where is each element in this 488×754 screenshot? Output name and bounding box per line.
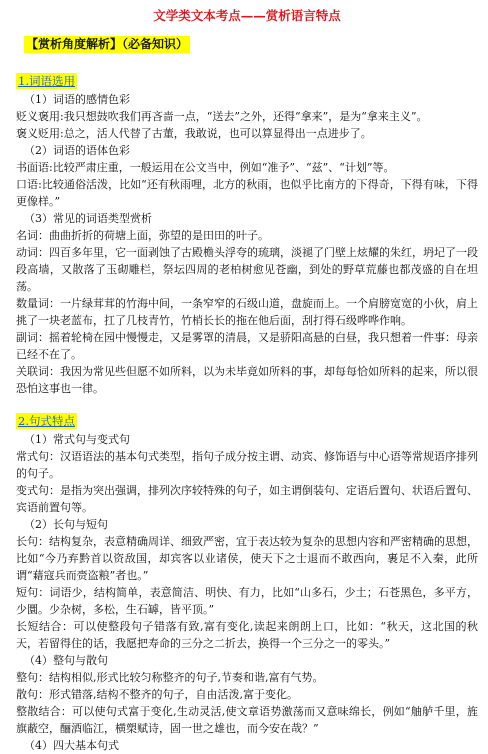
section2-para-4: 短句：词语少，结构简单，表意简洁、明快、有力，比如“山多石，少土；石苍黑色，多平方，少圜。少杂树，多松，生石罅，皆平顶。” [16,586,478,616]
document-title: 文学类文本考点——赏析语言特点 [153,8,341,23]
section2-para-1: 常式句：汉语语法的基本句式类型，指句子成分按主谓、动宾、修饰语与中心语等常规语序排列的句子。 [16,450,478,480]
section2-heading-row [16,413,478,430]
section2-sub3: （4）整句与散句 [24,654,108,667]
section1-sub1: （1）词语的感情色彩 [24,93,130,106]
section2-para-5: 长短结合：可以使整段句子错落有致,富有变化,读起来朗朗上口，比如：“秋天，这北国的秋天，若留得住的话，我愿把寿命的三分之二折去，换得一个三分之一的零头。” [16,620,478,650]
section2-para-6: 整句：结构相似,形式比较匀称整齐的句子,节奏和谐,富有气势。 [16,671,324,684]
section2-para-7: 散句：形式错落,结构不整齐的句子，自由活泼,富于变化。 [16,688,298,701]
section1-heading: 1.词语选用 [18,74,75,88]
section1-para-8: 副词：摇着轮椅在园中慢慢走，又是雾罩的清晨，又是骄阳高悬的白昼，我只想着一件事：母亲已经不在了。 [16,331,478,361]
section2-para-2: 变式句：是指为突出强调，排列次序较特殊的句子，如主谓倒装句、定语后置句、状语后置句、宾语前置句等。 [16,484,478,514]
section-banner: 【赏析角度解析】（必备知识） [26,37,189,51]
section1-para-3: 书面语:比较严肃庄重，一般运用在公文当中，例如“准予”、“兹”、“计划”等。 [16,161,395,174]
section2-sub2: （2）长句与短句 [24,518,108,531]
section2-heading: 2.句式特点 [18,414,75,428]
section1-para-1: 贬义褒用:我只想鼓吹我们再吝啬一点，“送去”之外，还得“拿来”，是为“拿来主义”。 [16,110,428,123]
section1-para-5: 名词：曲曲折折的荷塘上面，弥望的是田田的叶子。 [16,229,269,242]
section1-sub2: （2）词语的语体色彩 [24,144,130,157]
banner-row [16,36,478,53]
section1-para-6: 动词：四百多年里，它一面剥蚀了古殿檐头浮夸的琉璃，淡褪了门壁上炫耀的朱红，坍圮了一段段高墙，又散落了玉砌雕栏，祭坛四周的老柏树愈见苍幽，到处的野草荒藤也都茂盛的自在坦荡。 [16,246,478,293]
section2-sub1: （1）常式句与变式句 [24,433,130,446]
section2-para-3: 长句：结构复杂，表意精确周详、细致严密，宜于表达较为复杂的思想内容和严密精确的思想，比如“今乃弃黔首以资敌国，却宾客以业诸侯，使天下之士退而不敢西向，裹足不入秦，此所谓“藉寇兵而赍盗粮”者也。” [16,535,478,582]
section2-sub4: （4）四大基本句式 [24,739,119,752]
section1-para-9: 关联词：我因为常见些但愿不如所料，以为未毕竟如所料的事，却每每恰如所料的起来，所以很恐怕这事也一律。 [16,365,478,395]
section1-para-7: 数量词：一片绿茸茸的竹海中间，一条窄窄的石级山道，盘旋而上。一个肩膀宽宽的小伙，肩上挑了一块老蓝布，扛了几枝青竹，竹梢长长的拖在他后面，刮打得石级哗哗作响。 [16,297,478,327]
section1-para-4: 口语:比较通俗活泼，比如“还有秋雨哩，北方的秋雨，也似乎比南方的下得奇，下得有味，下得更像样。” [16,178,478,208]
section1-heading-row [16,73,478,90]
section1-para-2: 褒义贬用:总之，活人代替了古董，我敢说，也可以算显得出一点进步了。 [16,127,372,140]
section2-para-8: 整散结合：可以使句式富于变化,生动灵活,使文章语势激荡而又意味绵长，例如“舳舻千里，旌旗蔽空，酾酒临江，横槊赋诗，固一世之雄也，而今安在哉？” [16,705,478,735]
section1-sub3: （3）常见的词语类型赏析 [24,212,152,225]
